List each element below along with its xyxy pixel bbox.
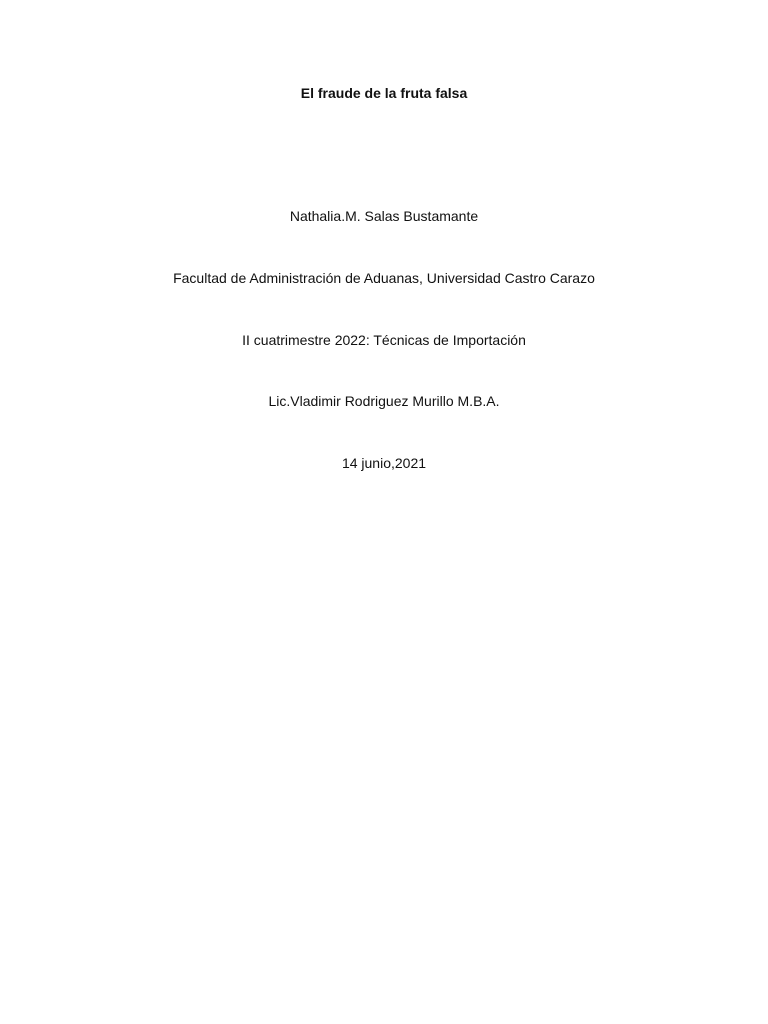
affiliation: Facultad de Administración de Aduanas, Universidad Castro Carazo bbox=[173, 270, 595, 286]
instructor-name: Lic.Vladimir Rodriguez Murillo M.B.A. bbox=[268, 393, 500, 409]
document-title: El fraude de la fruta falsa bbox=[300, 85, 468, 101]
course-name: II cuatrimestre 2022: Técnicas de Importación bbox=[242, 332, 526, 348]
author-name: Nathalia.M. Salas Bustamante bbox=[289, 208, 479, 224]
document-date: 14 junio,2021 bbox=[341, 455, 427, 471]
